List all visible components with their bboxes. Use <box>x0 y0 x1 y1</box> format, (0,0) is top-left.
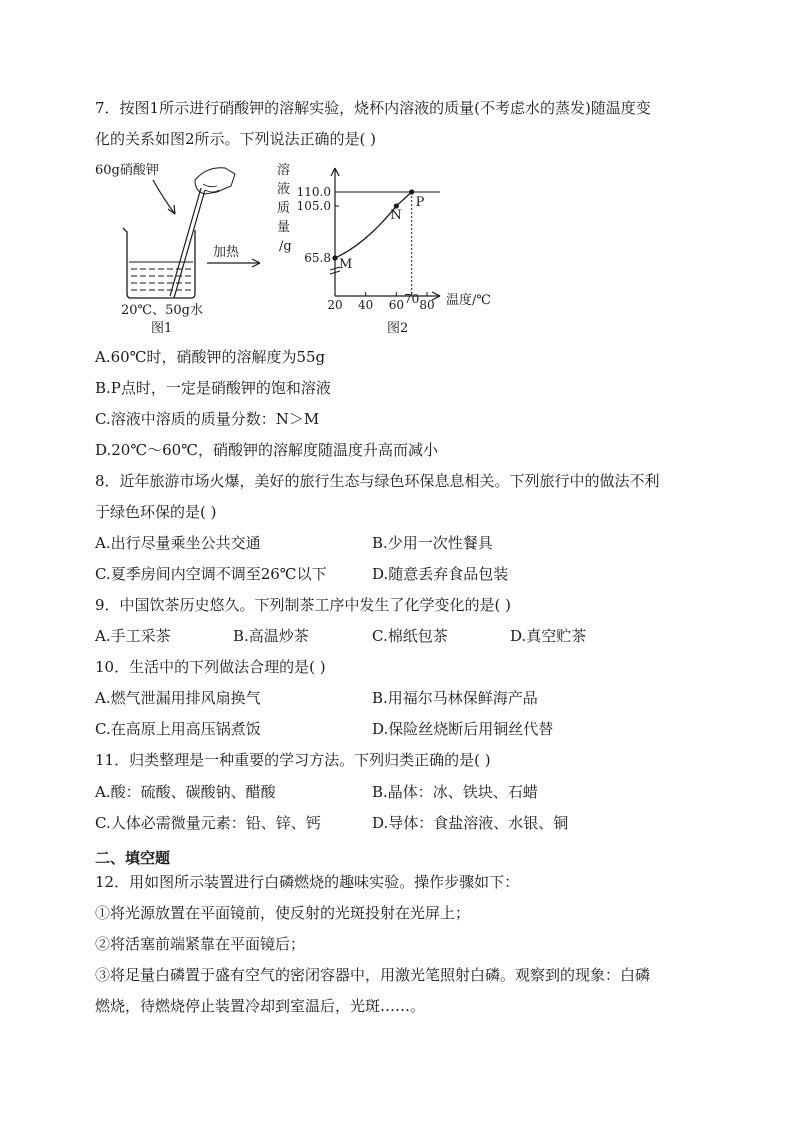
y-label-char: 溶 <box>277 163 291 178</box>
q8-stem-line1: 8．近年旅游市场火爆，美好的旅行生态与绿色环保息息相关。下列旅行中的做法不利 <box>95 472 660 490</box>
point-label-p: P <box>415 195 425 210</box>
y-label-char: 质 <box>277 201 291 216</box>
q10-stem: 10．生活中的下列做法合理的是( ) <box>95 658 326 676</box>
q9-option-b: B.高温炒茶 <box>233 627 309 645</box>
data-point-p <box>409 189 414 194</box>
q8-option-d: D.随意丢弃食品包装 <box>372 565 509 583</box>
q11-option-d: D.导体：食盐溶液、水银、铜 <box>372 814 569 832</box>
q12-step-2: ②将活塞前端紧靠在平面镜后； <box>95 935 306 953</box>
fig2-caption: 图2 <box>387 321 409 336</box>
q9-option-c: C.棉纸包茶 <box>372 627 448 645</box>
point-label-n: N <box>390 208 402 223</box>
figure-2-chart <box>275 158 505 338</box>
q9-stem: 9．中国饮茶历史悠久。下列制茶工序中发生了化学变化的是( ) <box>95 596 512 614</box>
q7-option-b: B.P点时，一定是硝酸钾的饱和溶液 <box>95 379 331 397</box>
q10-option-c: C.在高原上用高压锅煮饭 <box>95 720 261 738</box>
q10-option-d: D.保险丝烧断后用铜丝代替 <box>372 720 554 738</box>
x-tick-label: 40 <box>358 298 374 312</box>
q11-option-b: B.晶体：冰、铁块、石蜡 <box>372 783 538 801</box>
data-curve <box>335 192 412 258</box>
x-tick-label: 20 <box>327 298 343 312</box>
q7-stem-line2: 化的关系如图2所示。下列说法正确的是( ) <box>95 130 377 148</box>
y-label-char: 量 <box>277 220 291 235</box>
q8-stem-line2: 于绿色环保的是( ) <box>95 503 217 521</box>
q9-option-a: A.手工采茶 <box>95 627 171 645</box>
x-tick-label: 60 <box>388 298 404 312</box>
q11-option-c: C.人体必需微量元素：铅、锌、钙 <box>95 814 321 832</box>
q12-step-3: ③将足量白磷置于盛有空气的密闭容器中，用激光笔照射白磷。观察到的现象：白磷 <box>95 966 651 984</box>
q8-option-a: A.出行尽量乘坐公共交通 <box>95 534 261 552</box>
q12-stem: 12．用如图所示装置进行白磷燃烧的趣味实验。操作步骤如下： <box>95 873 520 891</box>
fig1-heat-label: 加热 <box>213 245 240 260</box>
x-tick-label: 70 <box>404 292 420 306</box>
data-point-m <box>332 255 337 260</box>
q10-option-a: A.燃气泄漏用排风扇换气 <box>95 689 261 707</box>
fig1-condition-label: 20℃、50g水 <box>121 303 203 318</box>
fig1-pour-arrow <box>153 180 175 214</box>
chart-marks <box>297 185 440 312</box>
point-label-m: M <box>339 257 353 272</box>
section-heading: 二、填空题 <box>95 849 171 867</box>
q8-option-c: C.夏季房间内空调不调至26℃以下 <box>95 565 327 583</box>
q7-option-d: D.20℃～60℃，硝酸钾的溶解度随温度升高而减小 <box>95 441 438 459</box>
q8-option-b: B.少用一次性餐具 <box>372 534 493 552</box>
y-tick-label: 110.0 <box>296 185 331 199</box>
stirring-rod-edge <box>174 190 205 298</box>
x-tick-label: 80 <box>419 298 435 312</box>
y-label-char: 液 <box>277 182 291 197</box>
y-axis-label <box>277 162 292 254</box>
q12-step-1: ①将光源放置在平面镜前，使反射的光斑投射在光屏上； <box>95 904 471 922</box>
q7-option-c: C.溶液中溶质的质量分数：N＞M <box>95 410 320 428</box>
q7-option-a: A.60℃时，硝酸钾的溶解度为55g <box>95 348 326 366</box>
q10-option-b: B.用福尔马林保鲜海产品 <box>372 689 538 707</box>
y-label-char: /g <box>279 239 292 254</box>
q11-option-a: A.酸：硫酸、碳酸钠、醋酸 <box>95 783 276 801</box>
y-tick-label: 105.0 <box>296 199 331 213</box>
figure-1-beaker <box>95 158 275 338</box>
fig1-solute-label: 60g硝酸钾 <box>95 163 159 178</box>
x-axis-label: 温度/℃ <box>446 293 491 308</box>
q9-option-d: D.真空贮茶 <box>510 627 587 645</box>
q11-stem: 11．归类整理是一种重要的学习方法。下列归类正确的是( ) <box>95 751 491 769</box>
q7-stem-line1: 7．按图1所示进行硝酸钾的溶解实验，烧杯内溶液的质量(不考虑水的蒸发)随温度变 <box>95 99 651 117</box>
y-tick-label: 65.8 <box>304 251 331 265</box>
q12-step-3-cont: 燃烧，待燃烧停止装置冷却到室温后，光斑……。 <box>95 997 426 1015</box>
fig1-caption: 图1 <box>151 321 173 336</box>
stirring-rod-icon <box>170 188 201 296</box>
